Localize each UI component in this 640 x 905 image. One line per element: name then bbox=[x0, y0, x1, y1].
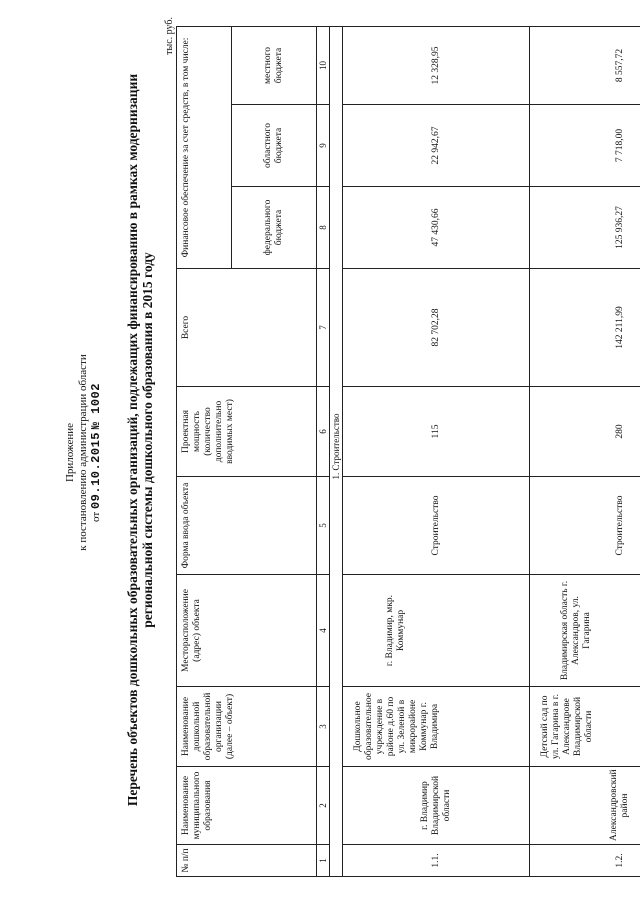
cell-num: 1.2. bbox=[530, 845, 640, 877]
cell-municipality: Александровский район bbox=[530, 767, 640, 845]
table-row bbox=[343, 26, 530, 876]
cell-federal: 47 430,66 bbox=[343, 187, 530, 269]
appendix-number: № 1002 bbox=[89, 383, 103, 430]
column-number: 8 bbox=[317, 187, 330, 269]
cell-form: Строительство bbox=[530, 477, 640, 575]
header-federal: федерального бюджета bbox=[232, 187, 317, 269]
header-financing: Финансовое обеспечение за счет средств, в том числе: bbox=[177, 26, 232, 268]
header-regional: областного бюджета bbox=[232, 105, 317, 187]
table-header-row bbox=[177, 26, 232, 876]
appendix-line2: к постановлению администрации области bbox=[77, 354, 89, 551]
column-number: 1 bbox=[317, 845, 330, 877]
cell-municipality: г. Владимир Владимирской области bbox=[343, 767, 530, 845]
cell-org: Дошкольное образовательное учреждение в районе д.60 по ул. Зеленой в микрорайоне Коммунар г. Владимира bbox=[343, 687, 530, 767]
cell-total: 82 702,28 bbox=[343, 269, 530, 387]
cell-regional: 7 718,00 bbox=[530, 105, 640, 187]
document-title bbox=[125, 25, 155, 855]
section-row bbox=[330, 26, 343, 876]
cell-form: Строительство bbox=[343, 477, 530, 575]
header-local: местного бюджета bbox=[232, 26, 317, 104]
cell-num: 1.1. bbox=[343, 845, 530, 877]
title-line1: Перечень объектов дошкольных образовательных организаций, подлежащих финансированию в рамках модернизации bbox=[125, 73, 140, 807]
cell-capacity: 115 bbox=[343, 387, 530, 477]
cell-federal: 125 936,27 bbox=[530, 187, 640, 269]
appendix-block bbox=[64, 0, 103, 905]
header-total: Всего bbox=[177, 269, 317, 387]
cell-local: 8 557,72 bbox=[530, 26, 640, 104]
header-location: Месторасположение (адрес) объекта bbox=[177, 575, 317, 687]
column-number: 4 bbox=[317, 575, 330, 687]
title-line2: региональной системы дошкольного образования в 2015 году bbox=[140, 252, 155, 628]
column-number-row bbox=[317, 26, 330, 876]
header-num: № п/п bbox=[177, 845, 317, 877]
cell-org: Детский сад по ул. Гагарина в г. Александрове Владимирской области bbox=[530, 687, 640, 767]
column-number: 10 bbox=[317, 26, 330, 104]
cell-capacity: 280 bbox=[530, 387, 640, 477]
cell-location: г. Владимир, мкр. Коммунар bbox=[343, 575, 530, 687]
unit-label: тыс. руб. bbox=[164, 17, 175, 55]
appendix-date-prefix: от bbox=[90, 511, 102, 522]
table-row bbox=[530, 26, 640, 876]
header-form: Форма ввода объекта bbox=[177, 477, 317, 575]
cell-local: 12 328,95 bbox=[343, 26, 530, 104]
cell-regional: 22 942,67 bbox=[343, 105, 530, 187]
header-capacity: Проектная мощность (количество дополнительно вводимых мест) bbox=[177, 387, 317, 477]
cell-total: 142 211,99 bbox=[530, 269, 640, 387]
column-number: 5 bbox=[317, 477, 330, 575]
column-number: 2 bbox=[317, 767, 330, 845]
cell-location: Владимирская область г. Александров, ул. Гагарина bbox=[530, 575, 640, 687]
column-number: 9 bbox=[317, 105, 330, 187]
financing-table bbox=[176, 26, 640, 877]
section-title: 1. Строительство bbox=[330, 26, 343, 876]
column-number: 6 bbox=[317, 387, 330, 477]
column-number: 7 bbox=[317, 269, 330, 387]
header-municipality: Наименование муниципального образования bbox=[177, 767, 317, 845]
appendix-date: 09.10.2015 bbox=[89, 432, 103, 510]
appendix-line1: Приложение bbox=[64, 422, 76, 483]
header-org: Наименование дошкольной образовательной организации (далее – объект) bbox=[177, 687, 317, 767]
column-number: 3 bbox=[317, 687, 330, 767]
appendix-line3 bbox=[90, 0, 103, 905]
